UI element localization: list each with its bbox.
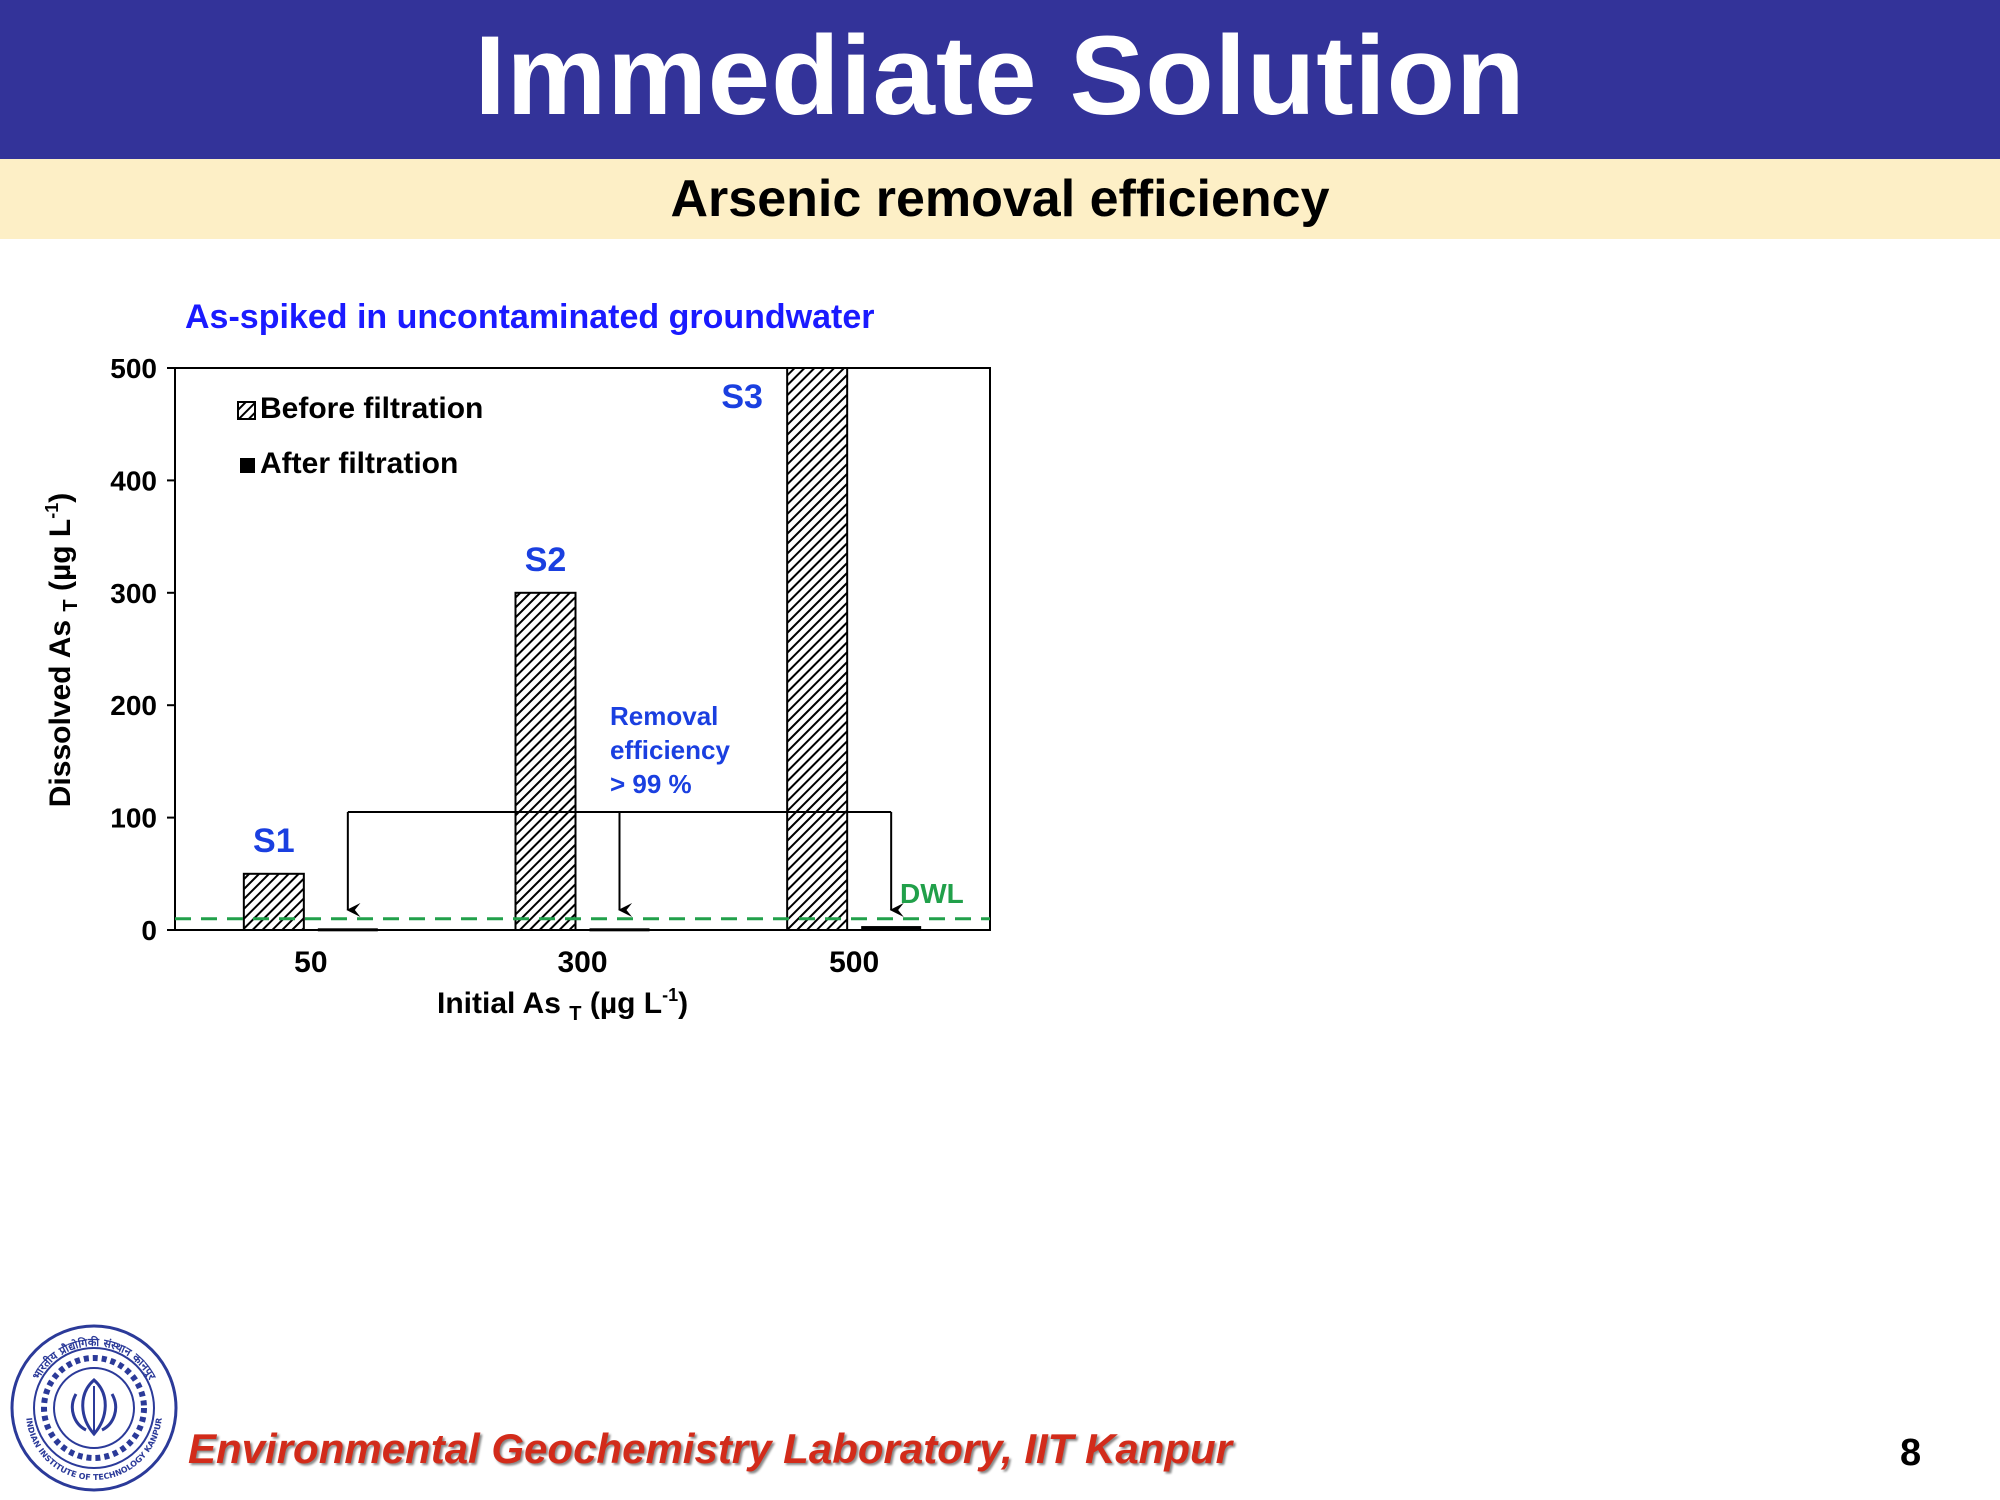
chart-container xyxy=(20,280,1020,1040)
bar-before-300 xyxy=(516,593,576,930)
annotation-line-2: efficiency xyxy=(610,735,730,765)
y-tick-label: 500 xyxy=(110,353,157,384)
x-axis-label: Initial As $_T$ (µg $L^{-1}$) xyxy=(437,985,689,1025)
y-tick-label: 400 xyxy=(110,465,157,497)
sample-label-S1: S1 xyxy=(253,821,295,860)
logo-hindi-text: भारतीय प्रौद्योगिकी संस्थान कानपुर xyxy=(29,1335,159,1382)
x-axis xyxy=(294,946,879,979)
y-axis xyxy=(110,353,175,946)
legend-label-before: Before filtration xyxy=(260,392,484,425)
chart-title: As-spiked in uncontaminated groundwater xyxy=(185,298,875,336)
slide-title: Immediate Solution xyxy=(474,13,1526,138)
footer-lab-name: Environmental Geochemistry Laboratory, IIT Kanpur xyxy=(188,1425,1232,1472)
y-tick-label: 0 xyxy=(141,915,157,946)
logo-english-text: INDIAN INSTITUTE OF TECHNOLOGY KANPUR xyxy=(24,1417,164,1483)
y-tick-label: 200 xyxy=(110,690,157,722)
bar-before-50 xyxy=(244,874,304,930)
x-tick-label-500: 500 xyxy=(829,946,880,979)
y-axis-label: Dissolved As $_T$ (µg $L^{-1}$) xyxy=(42,492,82,808)
dwl-label: DWL xyxy=(900,877,964,909)
x-tick-label-50: 50 xyxy=(294,946,328,979)
bar-chart xyxy=(20,280,1020,1040)
sample-label-S2: S2 xyxy=(524,540,567,579)
sample-label-S3: S3 xyxy=(721,378,763,416)
title-bar xyxy=(0,0,2000,159)
y-tick-label: 300 xyxy=(110,577,157,609)
bar-after-500 xyxy=(861,926,921,930)
y-tick-label: 100 xyxy=(110,802,157,834)
legend-label-after: After filtration xyxy=(260,447,459,480)
slide-subtitle: Arsenic removal efficiency xyxy=(670,170,1330,228)
page-number: 8 xyxy=(1900,1432,1922,1474)
iit-kanpur-logo xyxy=(8,1322,180,1494)
annotation-line-3: > 99 % xyxy=(610,769,692,799)
bar-after-50 xyxy=(318,928,378,931)
logo-seal xyxy=(8,1322,180,1494)
annotation-line-1: Removal xyxy=(610,701,719,731)
bar-after-300 xyxy=(590,928,650,931)
x-tick-label-300: 300 xyxy=(557,946,608,979)
bar-before-500 xyxy=(787,368,847,930)
legend-swatch-before xyxy=(238,402,255,419)
legend-swatch-after xyxy=(240,458,255,473)
subtitle-bar xyxy=(0,159,2000,239)
